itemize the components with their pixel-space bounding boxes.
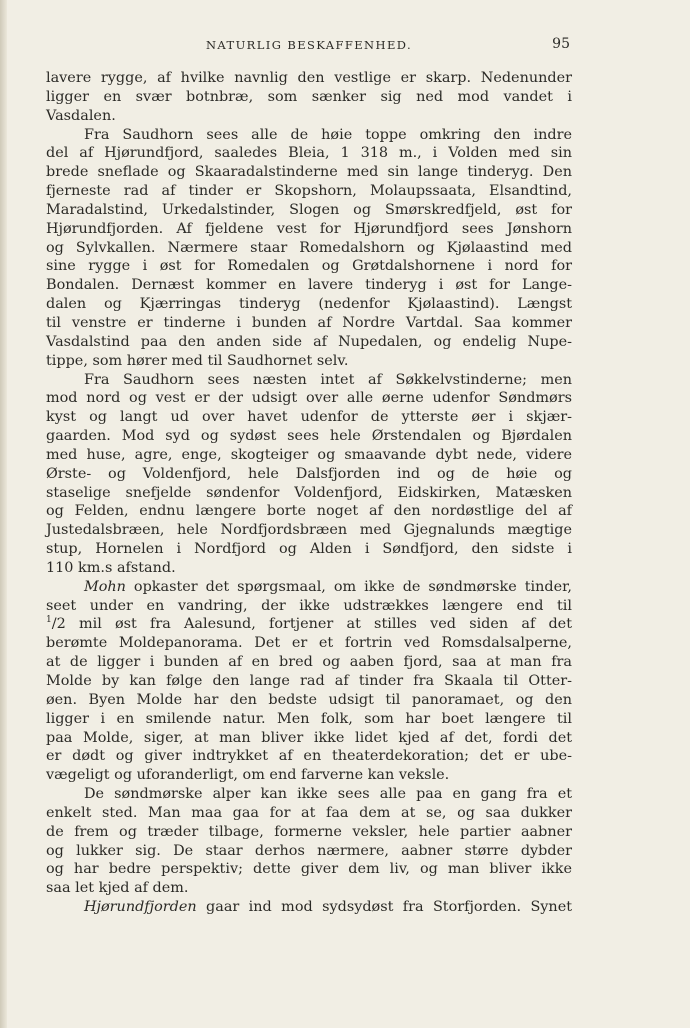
text-line: saa let kjed af dem. xyxy=(46,880,189,897)
text-line: Fra Saudhorn sees alle de høie toppe omkring den indre xyxy=(84,126,572,143)
text-line: staselige snefjelde søndenfor Voldenfjord, Eidskirken, Matæsken xyxy=(46,484,572,501)
text-line: sine rygge i øst for Romedalen og Grøtdalshornene i nord for xyxy=(46,258,572,275)
text-line: 110 km.s afstand. xyxy=(46,559,176,576)
text-line: paa Molde, siger, at man bliver ikke lidet kjed af det, fordi det xyxy=(46,729,572,746)
text-line: og har bedre perspektiv; dette giver dem liv, og man bliver ikke xyxy=(46,861,572,878)
text-line: dalen og Kjærringas tinderyg (nedenfor Kjølaastind). Længst xyxy=(46,296,572,313)
text-line: gaarden. Mod syd og sydøst sees hele Ørstendalen og Bjørdalen xyxy=(46,428,572,445)
paragraph xyxy=(46,578,572,785)
body-text xyxy=(46,69,572,917)
paragraph xyxy=(46,898,572,917)
text-line: Mohn opkaster det spørgsmaal, om ikke de søndmørske tinder, xyxy=(84,578,572,595)
page-header xyxy=(46,33,572,59)
paragraph xyxy=(46,785,572,898)
book-page xyxy=(46,33,572,917)
text-line: og Felden, endnu længere borte noget af den nordøstlige del af xyxy=(46,503,572,520)
text-line: Vasdalen. xyxy=(46,107,116,124)
text-line: De søndmørske alper kan ikke sees alle paa en gang fra et xyxy=(84,786,572,803)
running-head: NATURLIG BESKAFFENHED. xyxy=(205,38,413,52)
text-line: stup, Hornelen i Nordfjord og Alden i Søndfjord, den sidste i xyxy=(46,541,572,558)
text-line: og lukker sig. De staar derhos nærmere, aabner større dybder xyxy=(46,842,572,859)
text-line: Vasdalstind paa den anden side af Nupedalen, og endelig Nupe- xyxy=(46,333,572,350)
italic-name: Hjørundfjorden xyxy=(84,899,197,916)
text-line: $^1$/2 mil øst fra Aalesund, fortjener at stilles ved siden af det xyxy=(46,615,572,633)
text-line: Hjørundfjorden gaar ind mod sydsydøst fra Storfjorden. Synet xyxy=(84,899,572,916)
text-line: Molde by kan følge den lange rad af tinder fra Skaala til Otter- xyxy=(46,673,572,689)
text-line: Justedalsbræen, hele Nordfjordsbræen med Gjegnalunds mægtige xyxy=(46,522,572,539)
page-number: 95 xyxy=(552,36,570,52)
text-line: Fra Saudhorn sees næsten intet af Søkkelvstinderne; men xyxy=(84,371,572,388)
text-line: kyst og langt ud over havet udenfor de ytterste øer i skjær- xyxy=(46,409,572,426)
text-line: at de ligger i bunden af en bred og aaben fjord, saa at man fra xyxy=(46,654,572,671)
text-line: Ørste- og Voldenfjord, hele Dalsfjorden ind og de høie og xyxy=(46,465,572,482)
text-line: ligger i en smilende natur. Men folk, som har boet længere til xyxy=(46,710,572,727)
text-line: del af Hjørundfjord, saaledes Bleia, 1 318 m., i Volden med sin xyxy=(46,145,572,162)
paragraph xyxy=(46,69,572,126)
text-line: de frem og træder tilbage, formerne veksler, hele partier aabner xyxy=(46,823,572,840)
text-line: brede sneflade og Skaaradalstinderne med sin lange tinderyg. Den xyxy=(46,164,572,181)
text-line: seet under en vandring, der ikke udstrækkes længere end til xyxy=(46,597,572,614)
text-line: er dødt og giver indtrykket af en theaterdekoration; det er ube- xyxy=(46,748,572,765)
text-line: Bondalen. Dernæst kommer en lavere tinderyg i øst for Lange- xyxy=(46,277,572,294)
fraction-numerator: 1 xyxy=(46,615,52,626)
paragraph xyxy=(46,126,572,371)
page-edge xyxy=(0,0,7,1028)
text-line: ligger en svær botnbræ, som sænker sig ned mod vandet i xyxy=(46,88,572,105)
text-line: tippe, som hører med til Saudhornet selv. xyxy=(46,352,349,369)
text-line: vægeligt og uforanderligt, om end farverne kan veksle. xyxy=(46,767,450,784)
text-line: enkelt sted. Man maa gaa for at faa dem at se, og saa dukker xyxy=(46,804,572,821)
text-line: til venstre er tinderne i bunden af Nordre Vartdal. Saa kommer xyxy=(46,314,572,331)
italic-name: Mohn xyxy=(84,578,126,595)
paragraph xyxy=(46,371,572,578)
text-line: Hjørundfjorden. Af fjeldene vest for Hjørundfjord sees Jønshorn xyxy=(46,220,572,237)
text-line: med huse, agre, enge, skogteiger og smaavande dybt nede, videre xyxy=(46,446,572,463)
text-line: fjerneste rad af tinder er Skopshorn, Molaupssaata, Elsandtind, xyxy=(46,183,572,200)
text-line: og Sylvkallen. Nærmere staar Romedalshorn og Kjølaastind med xyxy=(46,239,572,256)
text-line: øen. Byen Molde har den bedste udsigt til panoramaet, og den xyxy=(46,691,572,708)
text-line: Maradalstind, Urkedalstinder, Slogen og Smørskredfjeld, øst for xyxy=(46,201,572,218)
fraction-denominator: /2 xyxy=(51,616,66,633)
text-line: lavere rygge, af hvilke navnlig den vestlige er skarp. Nedenunder xyxy=(46,70,572,86)
text-line: berømte Moldepanorama. Det er et fortrin ved Romsdalsalperne, xyxy=(46,635,572,652)
text-line: mod nord og vest er der udsigt over alle øerne udenfor Søndmørs xyxy=(46,390,572,407)
